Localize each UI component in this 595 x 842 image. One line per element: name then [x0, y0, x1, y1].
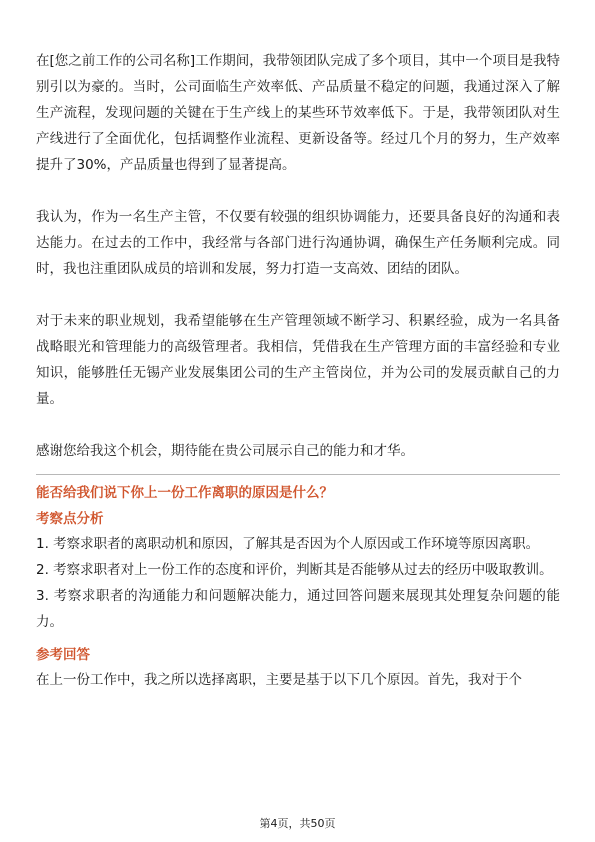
section-gap [36, 635, 560, 641]
page-content [36, 48, 560, 693]
paragraph-gap [36, 178, 560, 204]
paragraph-gap [36, 282, 560, 308]
question-title: 能否给我们说下你上一份工作离职的原因是什么？ [36, 485, 333, 501]
analysis-item-1: 1. 考察求职者的离职动机和原因，了解其是否因为个人原因或工作环境等原因离职。 [36, 536, 540, 552]
section-divider [36, 474, 560, 475]
answer-text: 在上一份工作中，我之所以选择离职，主要是基于以下几个原因。首先，我对于个 [36, 672, 522, 688]
paragraph-career-plan: 对于未来的职业规划，我希望能够在生产管理领域不断学习、积累经验，成为一名具备战略眼光和管理能力的高级管理者。我相信，凭借我在生产管理方面的丰富经验和专业知识，能够胜任无锡产业发展集团公司的生产主管岗位，并为公司的发展贡献自己的力量。 [36, 313, 560, 407]
paragraph-project: 在[您之前工作的公司名称]工作期间，我带领团队完成了多个项目，其中一个项目是我特别引以为豪的。当时，公司面临生产效率低、产品质量不稳定的问题，我通过深入了解生产流程，发现问题的关键在于生产线上的某些环节效率低下。于是，我带领团队对生产线进行了全面优化，包括调整作业流程、更新设备等。经过几个月的努力，生产效率提升了30%，产品质量也得到了显著提高。 [36, 53, 560, 173]
analysis-item-2: 2. 考察求职者对上一份工作的态度和评价，判断其是否能够从过去的经历中吸取教训。 [36, 562, 553, 578]
answer-heading: 参考回答 [36, 647, 90, 663]
analysis-heading: 考察点分析 [36, 511, 104, 527]
paragraph-skills: 我认为，作为一名生产主管，不仅要有较强的组织协调能力，还要具备良好的沟通和表达能力。在过去的工作中，我经常与各部门进行沟通协调，确保生产任务顺利完成。同时，我也注重团队成员的培训和发展，努力打造一支高效、团结的团队。 [36, 209, 560, 277]
analysis-item-3: 3. 考察求职者的沟通能力和问题解决能力，通过回答问题来展现其处理复杂问题的能力。 [36, 588, 560, 630]
paragraph-thanks: 感谢您给我这个机会，期待能在贵公司展示自己的能力和才华。 [36, 443, 414, 459]
page-number-footer: 第4页，共50页 [259, 817, 336, 830]
paragraph-gap [36, 412, 560, 438]
